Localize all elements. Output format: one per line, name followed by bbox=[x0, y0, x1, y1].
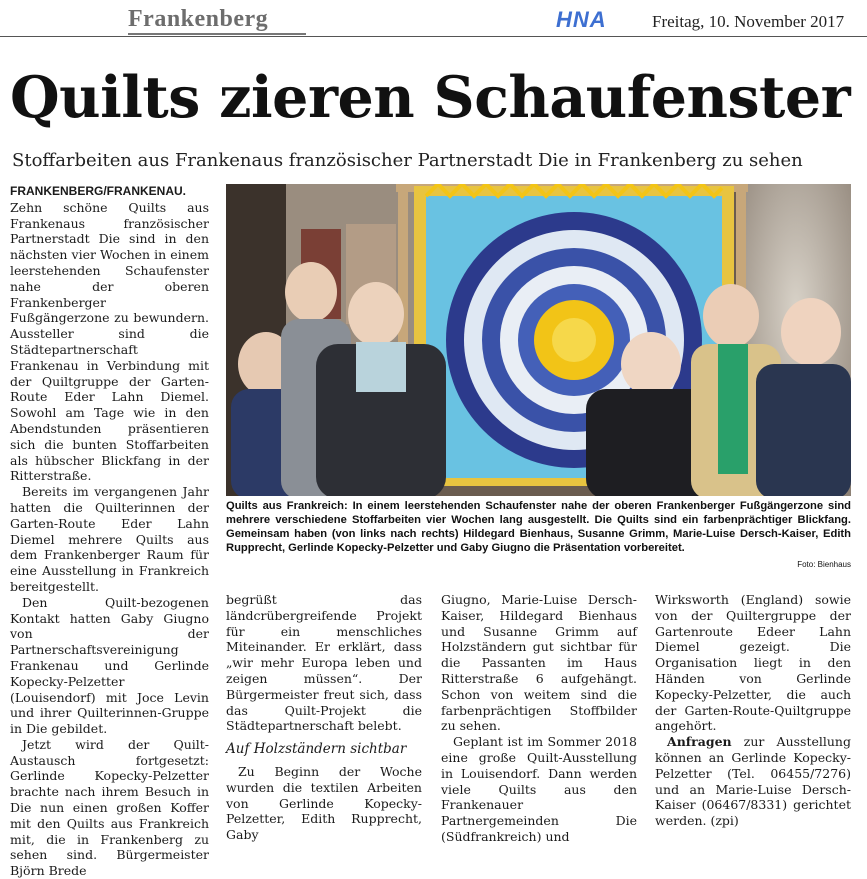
issue-date: Freitag, 10. November 2017 bbox=[652, 12, 845, 31]
masthead-rule bbox=[0, 36, 867, 37]
article-column-3 bbox=[441, 592, 637, 845]
section-underline bbox=[128, 33, 306, 35]
subheadline: Stoffarbeiten aus Frankenaus französischer Partnerstadt Die in Frankenberg zu sehen bbox=[12, 150, 803, 171]
article-column-2 bbox=[226, 592, 422, 843]
paragraph: Giugno, Marie-Luise Dersch-Kaiser, Hildegard Bienhaus und Susanne Grimm auf Holzständern gut sichtbar für die Passanten im Haus Ritterstraße 6 aufgehängt. Schon von weitem sind die farbenprächtigen Stoffbilder zu sehen. bbox=[441, 592, 637, 734]
caption-text: Quilts aus Frankreich: In einem leerstehenden Schaufenster nahe der oberen Frankenberger Fußgängerzone sind mehrere verschiedene Stoffarbeiten vier Wochen lang ausgestellt. Die Quilts sind ein farbenprächtiger Blickfang. Gemeinsam haben (von links nach rechts) Hildegard Bienhaus, Susanne Grimm, Marie-Luise Dersch-Kaiser, Edith Rupprecht, Gerlinde Kopecky-Pelzetter und Gaby Giugno die Präsentation vorbereitet. bbox=[226, 500, 851, 554]
article-column-1 bbox=[10, 183, 209, 879]
paragraph-text: zur Ausstellung können an Gerlinde Kopecky-Pelzetter (Tel. 06455/7276) und an Marie-Luise Dersch-Kaiser (06467/8331) gerichtet werden. (zpi) bbox=[655, 734, 851, 829]
newspaper-logo: HNA bbox=[556, 7, 607, 32]
paragraph-text: Zehn schöne Quilts aus Frankenaus französischer Partnerstadt Die sind in den nächsten vier Wochen in einem leerstehenden Schaufenster nahe der oberen Frankenberger Fußgängerzone zu bewundern. Aussteller sind die Städtepartnerschaft Frankenau in Verbindung mit der Quiltgruppe der Garten-Route Eder Lahn Diemel. Sowohl am Tage wie in den Abendstunden präsentieren sich die bunten Stoffarbeiten als hübscher Blickfang in der Ritterstraße. bbox=[10, 199, 209, 484]
paragraph: Den Quilt-bezogenen Kontakt hatten Gaby Giugno von der Partnerschaftsvereinigung Frankenau und Gerlinde Kopecky-Pelzetter (Louisendorf) mit Joce Levin und ihrer Quilterinnen-Gruppe in Die gebildet. bbox=[10, 594, 209, 737]
photo-credit: Foto: Bienhaus bbox=[797, 560, 851, 569]
article-photo bbox=[226, 184, 851, 496]
paragraph: begrüßt das ländcrübergreifende Projekt für ein menschliches Miteinander. Er erklärt, dass „wir mehr Europa leben und zeigen müssen“. Der Bürgermeister freut sich, dass das Quilt-Projekt die Städtepartnerschaft belebt. bbox=[226, 592, 422, 734]
paragraph: Geplant ist im Sommer 2018 eine große Quilt-Ausstellung in Louisendorf. Dann werden viele Quilts aus den Frankenauer Partnergemeinden Die (Südfrankreich) und bbox=[441, 734, 637, 844]
photo-caption bbox=[226, 499, 851, 572]
paragraph: Zu Beginn der Woche wurden die textilen Arbeiten von Gerlinde Kopecky-Pelzetter, Edith Rupprecht, Gaby bbox=[226, 763, 422, 843]
section-title: Frankenberg bbox=[128, 6, 269, 32]
paragraph: Jetzt wird der Quilt-Austausch fortgesetzt: Gerlinde Kopecky-Pelzetter brachte nach ihrem Besuch in Die nun einen großen Koffer mit den Quilts aus Frankreich mit, die in Frankenberg zu sehen sind. Bürgermeister Björn Brede bbox=[10, 736, 209, 879]
section-subheading: Auf Holzständern sichtbar bbox=[226, 741, 407, 758]
photo-illustration bbox=[226, 184, 851, 496]
paragraph: Wirksworth (England) sowie von der Quiltergruppe der Gartenroute Edeer Lahn Diemel gezeigt. Die Organisation liegt in den Händen von Gerlinde Kopecky-Pelzetter, die auch der Garten-Route-Quiltgruppe angehört. bbox=[655, 592, 851, 734]
inline-lead: Anfragen bbox=[667, 734, 732, 750]
headline: Quilts zieren Schaufenster bbox=[10, 64, 851, 131]
paragraph: Bereits im vergangenen Jahr hatten die Quilterinnen der Garten-Route Eder Lahn Diemel mehrere Quilts aus dem Frankenberger Raum für eine Ausstellung in Frankreich bereitgestellt. bbox=[10, 484, 209, 594]
paragraph bbox=[10, 183, 209, 484]
article-column-4 bbox=[655, 592, 851, 829]
paragraph bbox=[655, 734, 851, 829]
dateline: FRANKENBERG/FRANKENAU. bbox=[10, 184, 186, 198]
